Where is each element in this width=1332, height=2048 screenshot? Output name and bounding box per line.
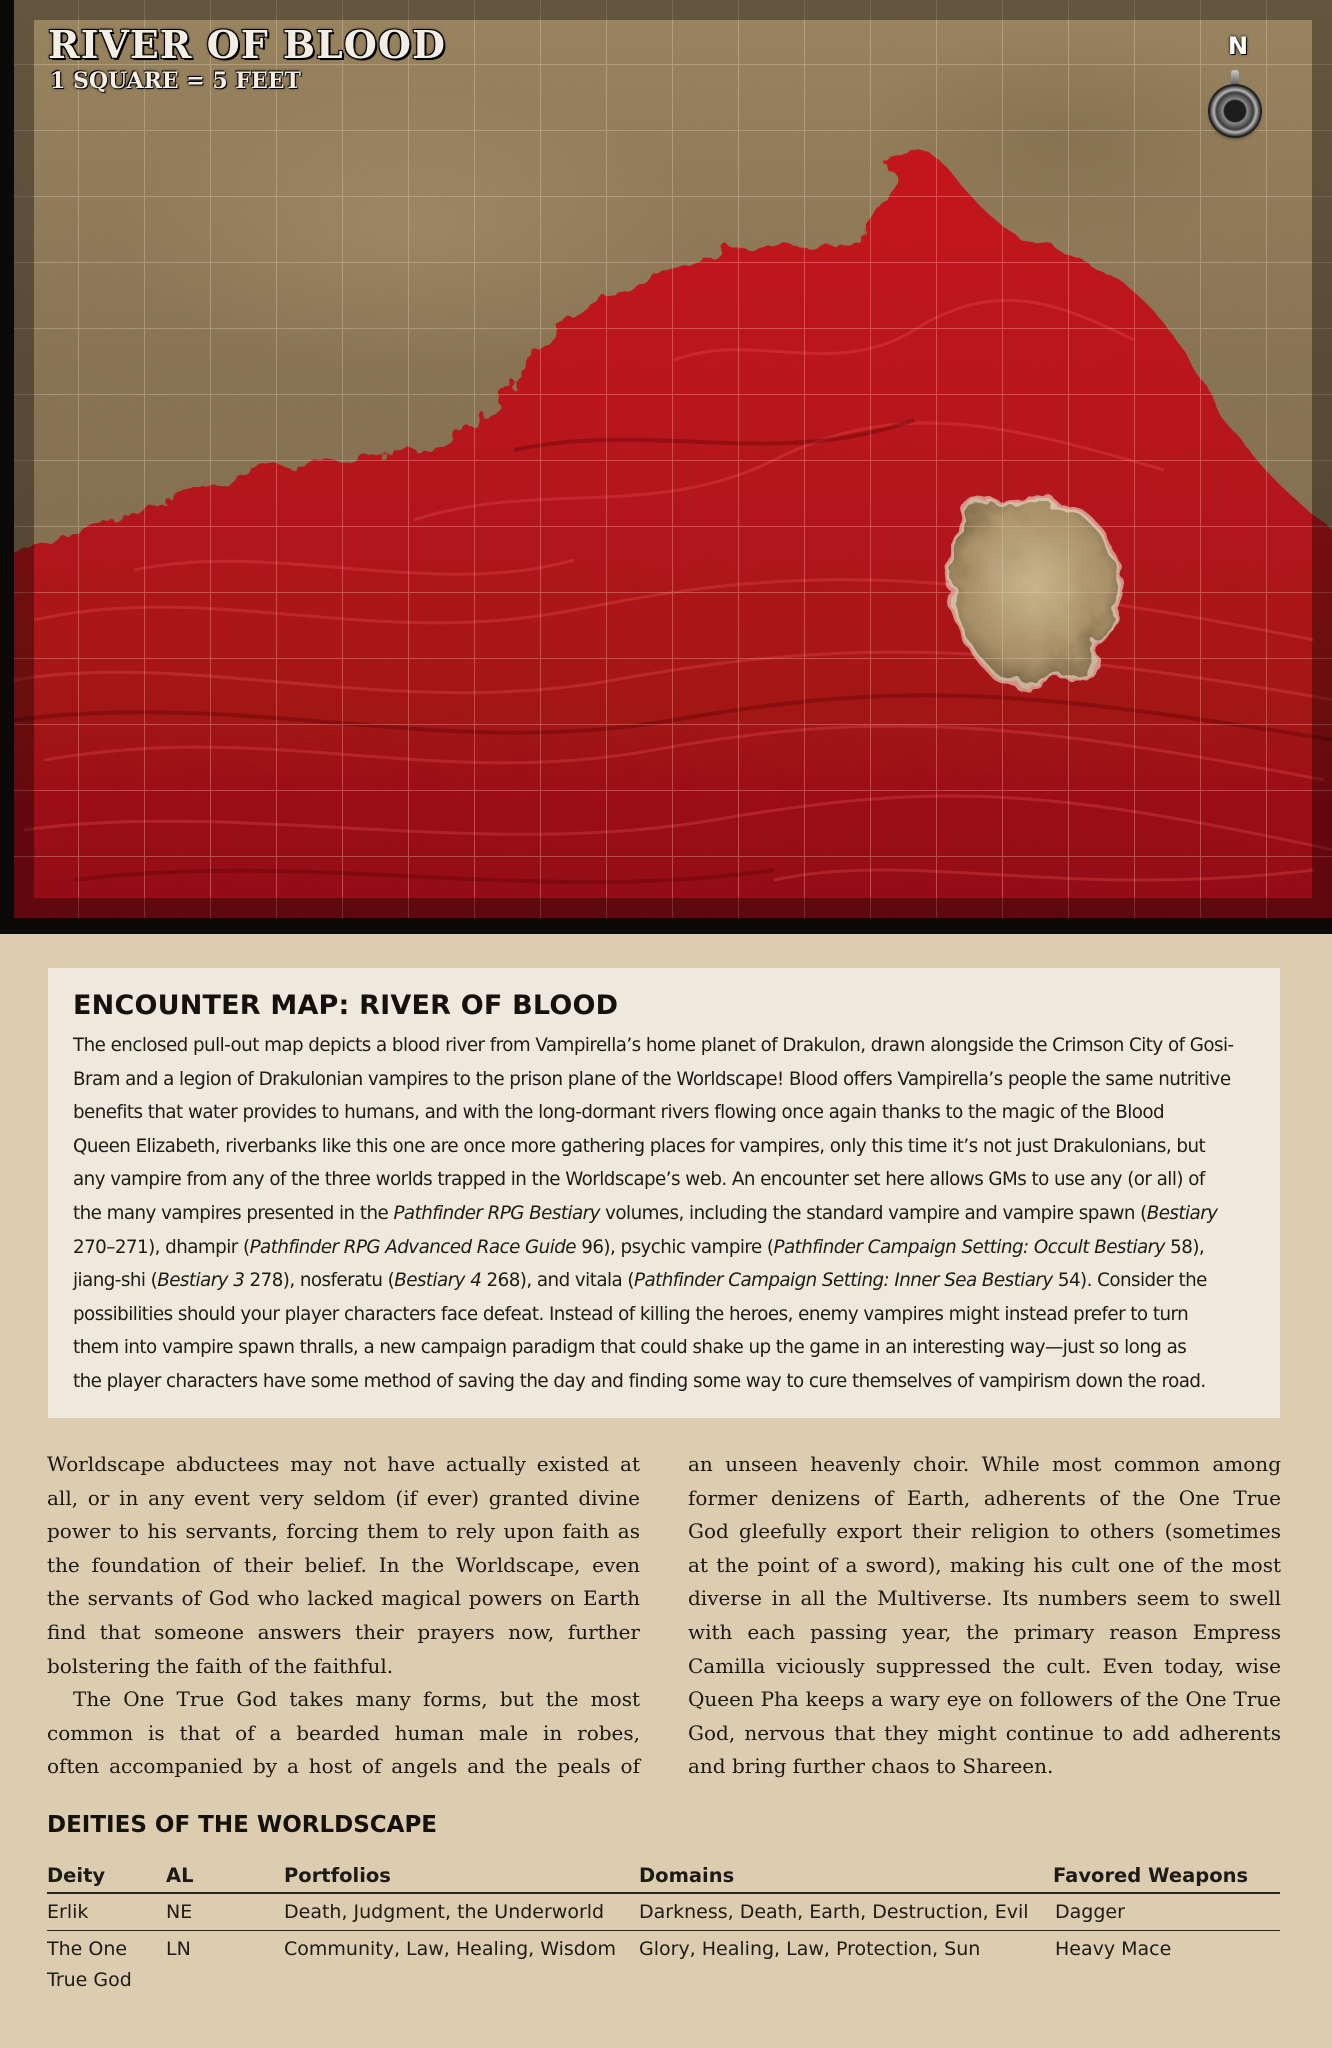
body-text-line: God, nervous that they might continue to add adherents <box>688 1720 1281 1745</box>
header-favored-weapons: Favored Weapons <box>1053 1858 1280 1893</box>
sidebar-text-run: 270–271), dhampir ( <box>73 1236 250 1258</box>
body-text-line: the servants of God who lacked magical powers on Earth <box>47 1586 640 1611</box>
cell-deity-line: True God <box>47 1969 132 1991</box>
cell-domains: Glory, Healing, Law, Protection, Sun <box>639 1938 981 1960</box>
sidebar-text-line <box>73 1365 1255 1399</box>
map-grid <box>14 0 1332 918</box>
sidebar-text-line <box>73 1197 1255 1231</box>
cell-deity: Erlik <box>47 1893 166 1931</box>
table-row <box>47 1893 1280 1931</box>
map-artwork <box>14 0 1332 918</box>
body-column-right <box>688 1448 1281 1784</box>
book-title-reference: Pathfinder Campaign Setting: Inner Sea Bestiary <box>634 1270 1053 1292</box>
cell-al: LN <box>166 1938 191 1960</box>
sidebar-text-run: jiang-shi ( <box>73 1270 158 1292</box>
cell-domains: Darkness, Death, Earth, Destruction, Evil <box>639 1893 1053 1931</box>
body-text-line: bolstering the faith of the faithful. <box>47 1653 394 1678</box>
map-title: RIVER OF BLOOD <box>48 22 446 67</box>
body-text-line: diverse in all the Multiverse. Its numbers seem to swell <box>688 1586 1281 1611</box>
book-title-reference: Bestiary 3 <box>157 1270 245 1292</box>
header-domains: Domains <box>639 1858 1053 1893</box>
sidebar-text-run: the many vampires presented in the <box>73 1202 394 1224</box>
book-title-reference: Bestiary <box>1146 1202 1218 1224</box>
body-text-line: and bring further chaos to Shareen. <box>688 1754 1054 1779</box>
sidebar-text-run: Bram and a legion of Drakulonian vampires to the prison plane of the Worldscape! Blood offers Vampirella’s people the same nutritive <box>73 1068 1231 1090</box>
body-text-line: The One True God takes many forms, but the most <box>73 1687 640 1712</box>
sidebar-heading: ENCOUNTER MAP: RIVER OF BLOOD <box>73 990 619 1021</box>
body-text-line: with each passing year, the primary reason Empress <box>688 1619 1281 1644</box>
sidebar-text-run: Queen Elizabeth, riverbanks like this one are once more gathering places for vampires, only this time it’s not just Drakulonians, but <box>73 1135 1206 1157</box>
header-portfolios: Portfolios <box>284 1858 639 1893</box>
sidebar-text-run: 96), psychic vampire ( <box>575 1236 774 1258</box>
body-text-line: Camilla viciously suppressed the cult. Even today, wise <box>688 1653 1281 1678</box>
body-text-line: former denizens of Earth, adherents of the One True <box>688 1485 1281 1510</box>
deities-table-title: DEITIES OF THE WORLDSCAPE <box>47 1812 438 1838</box>
sidebar-text-run: 268), and vitala ( <box>481 1270 635 1292</box>
sidebar-text-line <box>73 1298 1255 1332</box>
sidebar-text-line <box>73 1029 1255 1063</box>
sidebar-text-run: any vampire from any of the three worlds trapped in the Worldscape’s web. An encounter set here allows GMs to use any (or all) of <box>73 1169 1205 1191</box>
cell-favored-weapons: Dagger <box>1053 1893 1280 1931</box>
header-deity: Deity <box>47 1858 166 1893</box>
body-text-line: power to his servants, forcing them to rely upon faith as <box>47 1519 640 1544</box>
cell-portfolios: Community, Law, Healing, Wisdom <box>284 1938 616 1960</box>
cell-portfolios: Death, Judgment, the Underworld <box>284 1893 639 1931</box>
body-text-line: God gleefully export their religion to others (sometimes <box>688 1519 1281 1544</box>
compass-north-label: N <box>1227 32 1249 60</box>
body-text-line: often accompanied by a host of angels and the peals of <box>47 1754 640 1779</box>
deities-table <box>47 1858 1280 1996</box>
body-text-line: at the point of a sword), making his cult one of the most <box>688 1552 1281 1577</box>
encounter-map-sidebar <box>48 968 1280 1418</box>
sidebar-text-line <box>73 1096 1255 1130</box>
book-title-reference: Pathfinder Campaign Setting: Occult Bestiary <box>773 1236 1165 1258</box>
sidebar-text-line <box>73 1163 1255 1197</box>
sidebar-text-line <box>73 1331 1255 1365</box>
sidebar-text-run: The enclosed pull-out map depicts a blood river from Vampirella’s home planet of Drakulon, drawn alongside the Crimson City of Gosi- <box>73 1035 1234 1056</box>
sidebar-text-run: them into vampire spawn thralls, a new campaign paradigm that could shake up the game in an interesting way—just so long as <box>73 1337 1187 1359</box>
cell-deity-line: The One <box>47 1938 128 1960</box>
sidebar-text <box>73 1029 1255 1399</box>
map-scale-label: 1 SQUARE = 5 FEET <box>50 68 301 94</box>
body-text-line: an unseen heavenly choir. While most common among <box>688 1452 1281 1476</box>
cell-favored-weapons: Heavy Mace <box>1055 1938 1172 1960</box>
sidebar-text-line <box>73 1063 1255 1097</box>
cell-deity <box>47 1931 166 1997</box>
sidebar-text-run: the player characters have some method of saving the day and finding some way to cure themselves of vampirism down the road. <box>73 1370 1206 1392</box>
sidebar-text-run: possibilities should your player characters face defeat. Instead of killing the heroes, enemy vampires might instead prefer to turn <box>73 1303 1189 1325</box>
compass-icon <box>1210 86 1260 136</box>
book-title-reference: Pathfinder RPG Bestiary <box>393 1202 600 1224</box>
sidebar-text-line <box>73 1264 1255 1298</box>
sidebar-text-run: benefits that water provides to humans, and with the long-dormant rivers flowing once again thanks to the magic of the Blood <box>73 1102 1165 1124</box>
sidebar-text-run: 58), <box>1164 1236 1205 1258</box>
sidebar-text-run: 278), nosferatu ( <box>244 1270 395 1292</box>
sidebar-text-line <box>73 1130 1255 1164</box>
body-column-left <box>47 1448 640 1784</box>
encounter-map <box>14 0 1332 918</box>
sidebar-text-run: volumes, including the standard vampire and vampire spawn ( <box>599 1202 1147 1224</box>
body-text-line: Queen Pha keeps a wary eye on followers of the One True <box>688 1687 1281 1712</box>
header-al: AL <box>166 1858 284 1893</box>
table-header-row <box>47 1858 1280 1893</box>
body-text-line: common is that of a bearded human male in robes, <box>47 1720 640 1745</box>
book-title-reference: Pathfinder RPG Advanced Race Guide <box>249 1236 576 1258</box>
sidebar-text-run: 54). Consider the <box>1052 1270 1207 1292</box>
book-title-reference: Bestiary 4 <box>394 1270 482 1292</box>
body-text-line: all, or in any event very seldom (if ever) granted divine <box>47 1485 640 1510</box>
body-text-line: the foundation of their belief. In the Worldscape, even <box>47 1552 640 1577</box>
body-text-line: find that someone answers their prayers now, further <box>47 1619 640 1644</box>
sidebar-text-line <box>73 1231 1255 1265</box>
map-frame <box>0 0 1332 934</box>
table-row <box>47 1931 1280 1997</box>
body-text-line: Worldscape abductees may not have actually existed at <box>47 1452 640 1476</box>
cell-al: NE <box>166 1893 284 1931</box>
